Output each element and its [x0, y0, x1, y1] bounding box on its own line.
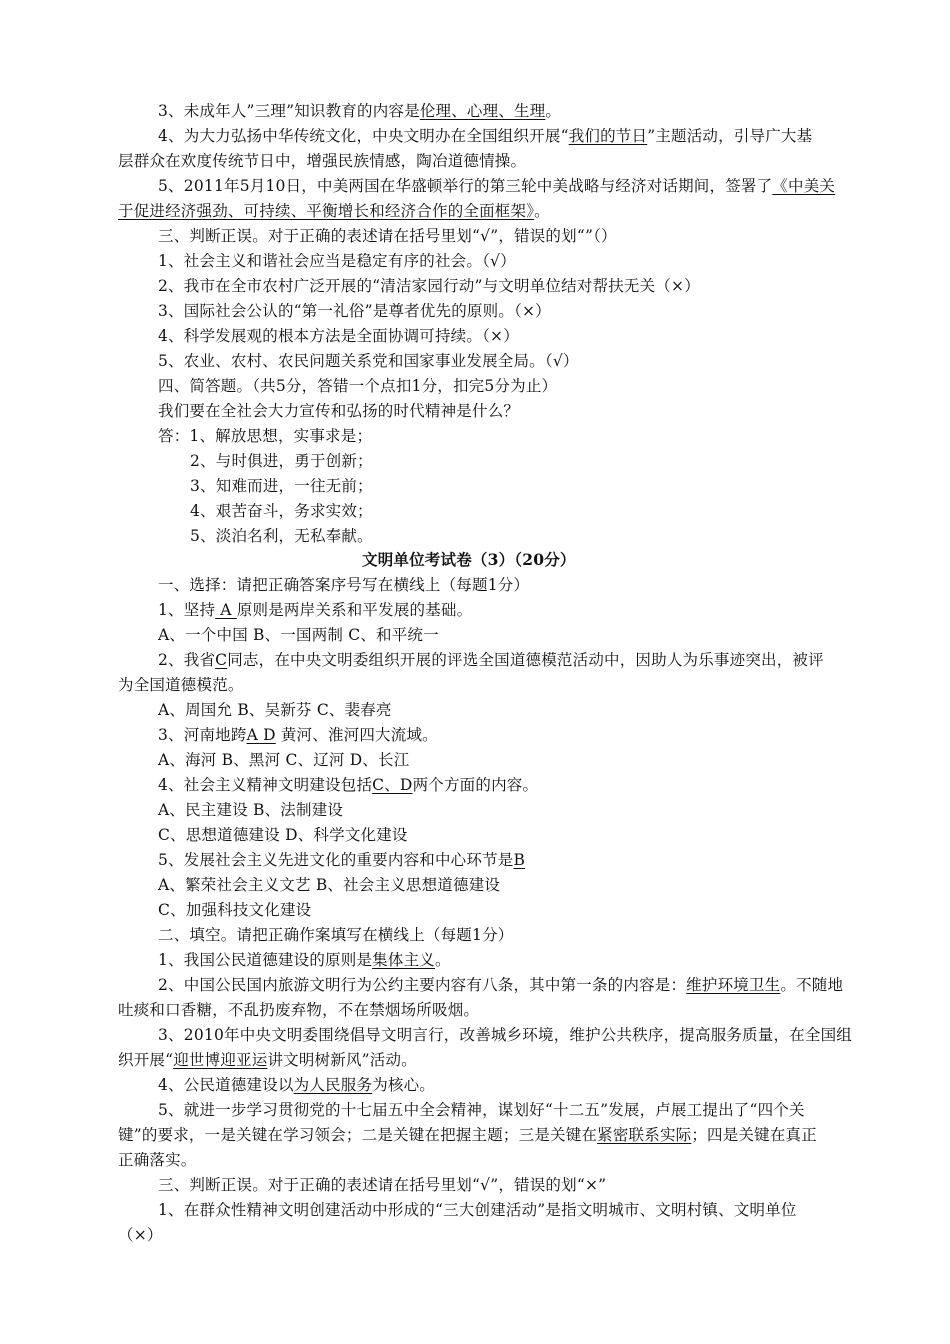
text-segment: 1、社会主义和谐社会应当是稳定有序的社会。（√）	[158, 252, 516, 270]
text-segment: C、加强科技文化建设	[158, 901, 312, 919]
text-segment: （×）	[118, 1226, 163, 1244]
text-segment: 。不随地	[780, 976, 844, 994]
answer-underlined: 我们的节日	[568, 127, 648, 145]
text-line	[118, 201, 550, 221]
text-line	[158, 251, 516, 271]
text-segment: ”主题活动，引导广大基	[647, 127, 813, 145]
text-line	[158, 900, 311, 920]
text-segment: A、繁荣社会主义文艺 B、社会主义思想道德建设	[158, 876, 501, 894]
text-line	[158, 1075, 435, 1095]
text-segment: 4、社会主义精神文明建设包括	[158, 776, 373, 794]
answer-underlined: 紧密联系实际	[597, 1126, 692, 1144]
text-segment: A、海河 B、黑河 C、辽河 D、长江	[158, 751, 410, 769]
section-title	[362, 550, 576, 570]
text-line	[158, 875, 500, 895]
answer-underlined: 维护环境卫生	[686, 976, 781, 994]
answer-underlined: C、D	[372, 776, 413, 794]
text-line	[158, 1175, 606, 1195]
text-segment: 5、2011年5月10日，中美两国在华盛顿举行的第三轮中美战略与经济对话期间，签署了	[158, 177, 773, 195]
text-segment: 3、2010年中央文明委围绕倡导文明言行，改善城乡环境，维护公共秩序，提高服务质量，在全国组	[158, 1026, 853, 1044]
text-segment: 1、坚持	[158, 601, 216, 619]
text-segment: 3、河南地跨	[158, 726, 247, 744]
answer-underlined: 迎世博迎亚运	[173, 1051, 268, 1069]
text-segment: 2、与时俱进，勇于创新；	[190, 452, 373, 470]
text-segment: 三、判断正误。对于正确的表述请在括号里划“√”，错误的划“×”	[158, 1176, 607, 1194]
text-line	[158, 101, 561, 121]
text-line	[158, 575, 529, 595]
text-segment: 。	[434, 951, 451, 969]
text-line	[118, 675, 244, 695]
text-line	[158, 650, 824, 670]
text-segment: 5、发展社会主义先进文化的重要内容和中心环节是	[158, 851, 514, 869]
text-segment: 4、科学发展观的根本方法是全面协调可持续。（×）	[158, 327, 519, 345]
text-segment: 四、简答题。（共5分，答错一个点扣1分，扣完5分为止）	[158, 377, 558, 395]
answer-underlined: C	[215, 651, 228, 669]
text-segment: 。	[545, 102, 562, 120]
text-line	[158, 975, 843, 995]
text-line	[158, 825, 408, 845]
text-line	[190, 501, 373, 521]
text-segment: 1、我国公民道德建设的原则是	[158, 951, 373, 969]
answer-underlined: 集体主义	[372, 951, 435, 969]
text-segment: 5、就进一步学习贯彻党的十七届五中全会精神，谋划好“十二五”发展，卢展工提出了“四个关	[158, 1101, 805, 1119]
text-line	[158, 301, 551, 321]
text-line	[158, 401, 519, 421]
text-segment: 3、未成年人”三理”知识教育的内容是	[158, 102, 420, 120]
text-segment: 5、淡泊名利，无私奉献。	[190, 527, 373, 545]
text-line	[158, 750, 409, 770]
text-line	[190, 526, 373, 546]
text-line	[118, 1125, 817, 1145]
text-segment: 二、填空。请把正确作案填写在横线上（每题1分）	[158, 926, 514, 944]
text-segment: 三、判断正误。对于正确的表述请在括号里划“√”，错误的划“”（）	[158, 227, 617, 245]
text-line	[190, 476, 373, 496]
text-segment: 为核心。	[372, 1076, 435, 1094]
text-segment: 同志，在中央文明委组织开展的评选全国道德模范活动中，因助人为乐事迹突出，被评	[227, 651, 824, 669]
text-segment: 4、艰苦奋斗，务求实效；	[190, 502, 373, 520]
text-segment: 答：1、解放思想，实事求是；	[158, 427, 373, 445]
text-segment: 一、选择：请把正确答案序号写在横线上（每题1分）	[158, 576, 530, 594]
answer-underlined: A D	[246, 726, 276, 744]
text-line	[118, 151, 526, 171]
text-segment: 5、农业、农村、农民问题关系党和国家事业发展全局。（√）	[158, 352, 579, 370]
text-segment: 原则是两岸关系和平发展的基础。	[236, 601, 473, 619]
text-line	[158, 600, 472, 620]
text-line	[158, 226, 617, 246]
text-segment: 1、在群众性精神文明创建活动中形成的“三大创建活动”是指文明城市、文明村镇、文明单位	[158, 1201, 797, 1219]
answer-underlined: A	[215, 601, 237, 619]
text-line	[190, 451, 373, 471]
text-segment: C、思想道德建设 D、科学文化建设	[158, 826, 408, 844]
text-segment: 2、我市在全市农村广泛开展的“清洁家园行动”与文明单位结对帮扶无关（×）	[158, 277, 700, 295]
text-segment: A、周国允 B、吴新芬 C、裴春亮	[158, 701, 392, 719]
text-segment: 4、公民道德建设以	[158, 1076, 294, 1094]
text-line	[158, 950, 451, 970]
text-segment: 织开展“	[118, 1051, 174, 1069]
text-line	[158, 725, 438, 745]
text-line	[118, 1225, 163, 1245]
text-line	[158, 326, 519, 346]
text-segment: 。	[534, 202, 550, 220]
text-segment: 3、国际社会公认的“第一礼俗”是尊者优先的原则。（×）	[158, 302, 551, 320]
answer-underlined: 为人民服务	[293, 1076, 373, 1094]
text-segment: 两个方面的内容。	[412, 776, 539, 794]
text-segment: 为全国道德模范。	[118, 676, 244, 694]
text-segment: 2、中国公民国内旅游文明行为公约主要内容有八条，其中第一条的内容是：	[158, 976, 687, 994]
text-line	[118, 1000, 479, 1020]
text-line	[158, 1100, 805, 1120]
text-segment: 3、知难而进，一往无前；	[190, 477, 373, 495]
text-line	[158, 176, 835, 196]
text-segment: 层群众在欢度传统节日中，增强民族情感，陶冶道德情操。	[118, 152, 527, 170]
text-segment: 我们要在全社会大力宣传和弘扬的时代精神是什么？	[158, 402, 520, 420]
text-segment: 键”的要求，一是关键在学习领会；二是关键在把握主题；三是关键在	[118, 1126, 598, 1144]
text-line	[158, 925, 513, 945]
text-segment: 正确落实。	[118, 1151, 197, 1169]
text-line	[158, 625, 439, 645]
text-line	[158, 1025, 852, 1045]
answer-underlined: 《中美关	[772, 177, 836, 195]
text-line	[158, 351, 579, 371]
text-segment: A、民主建设 B、法制建设	[158, 801, 344, 819]
text-line	[118, 1050, 417, 1070]
text-line	[158, 126, 812, 146]
text-line	[158, 700, 392, 720]
text-segment: 吐痰和口香糖，不乱扔废弃物，不在禁烟场所吸烟。	[118, 1001, 480, 1019]
text-line	[158, 775, 538, 795]
text-line	[158, 376, 557, 396]
text-line	[158, 800, 343, 820]
answer-underlined: B	[513, 851, 526, 869]
text-line	[158, 1200, 797, 1220]
answer-underlined: 伦理、心理、生理	[419, 102, 546, 120]
text-segment: 黄河、淮河四大流域。	[275, 726, 438, 744]
text-segment: ；四是关键在真正	[691, 1126, 817, 1144]
text-line	[158, 426, 372, 446]
text-segment: 4、为大力弘扬中华传统文化，中央文明办在全国组织开展“	[158, 127, 569, 145]
text-segment: 文明单位考试卷（3）（20分）	[362, 550, 576, 569]
text-line	[158, 276, 700, 296]
text-line	[118, 1150, 197, 1170]
text-line	[158, 850, 525, 870]
text-segment: A、一个中国 B、一国两制 C、和平统一	[158, 626, 439, 644]
text-segment: 讲文明树新风”活动。	[267, 1051, 417, 1069]
text-segment: 2、我省	[158, 651, 216, 669]
answer-underlined: 于促进经济强劲、可持续、平衡增长和经济合作的全面框架》	[118, 202, 535, 220]
